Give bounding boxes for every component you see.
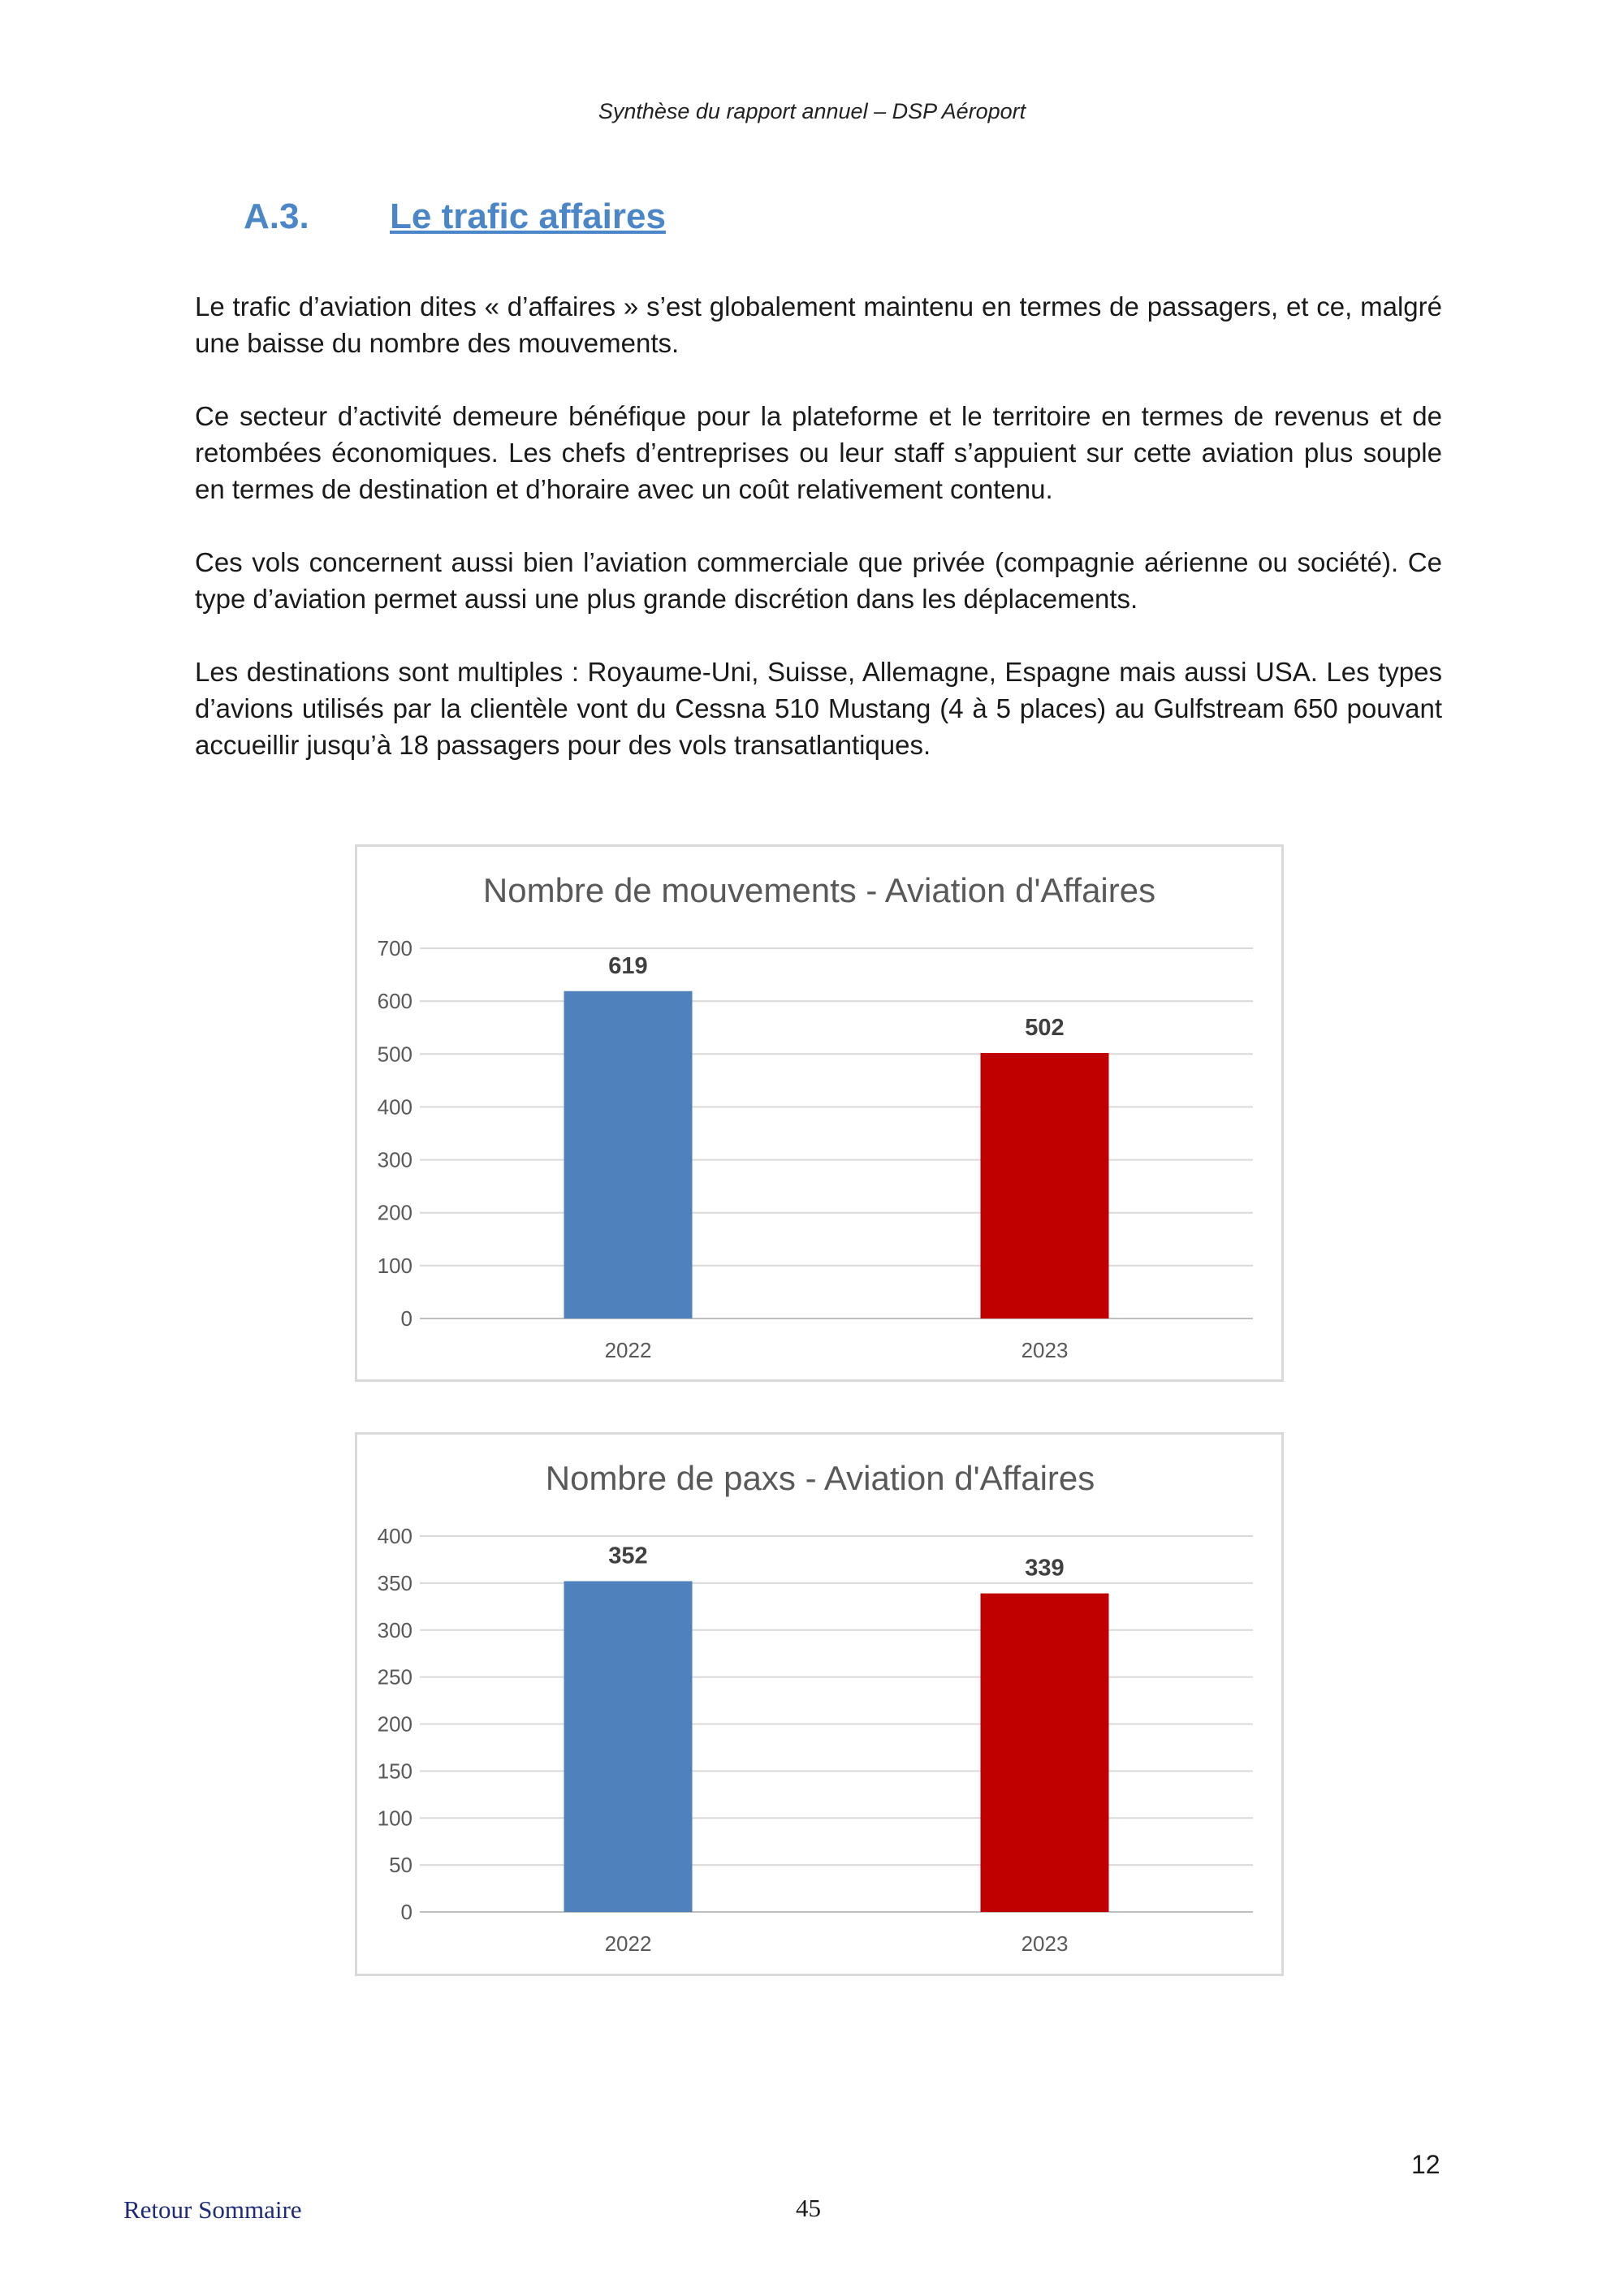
paragraph: Le trafic d’aviation dites « d’affaires » s’est globalement maintenu en termes de passagers, et ce, malgré une baisse du nombre des mouvements. <box>195 291 1442 358</box>
bar-2022 <box>564 1582 693 1912</box>
document-page-number: 45 <box>796 2194 821 2222</box>
data-label-2023: 502 <box>1025 1014 1065 1041</box>
paragraph: Ce secteur d’activité demeure bénéfique pour la plateforme et le territoire en termes de revenus et de retombées économiques. Les chefs d’entreprises ou leur staff s’appuient sur cette aviation plus souple en termes de destination et d’horaire avec un coût relativement contenu. <box>195 401 1442 504</box>
y-tick-label: 100 <box>377 1806 412 1831</box>
x-tick-label-2023: 2023 <box>1021 1338 1069 1362</box>
page-number: 12 <box>1411 2150 1440 2179</box>
back-to-summary-link[interactable]: Retour Sommaire <box>123 2195 302 2224</box>
bar-2023 <box>981 1594 1109 1912</box>
chart-title: Nombre de mouvements - Aviation d'Affaires <box>482 871 1156 909</box>
data-label-2023: 339 <box>1025 1555 1065 1582</box>
x-tick-label-2022: 2022 <box>604 1338 652 1362</box>
paragraph: Les destinations sont multiples : Royaume-Uni, Suisse, Allemagne, Espagne mais aussi USA. Les types d’avions utilisés par la clientèle vont du Cessna 510 Mustang (4 à 5 places) au Gulfstream 650 pouvant accueillir jusqu’à 18 passagers pour des vols transatlantiques. <box>195 657 1442 760</box>
y-tick-label: 200 <box>377 1711 412 1737</box>
x-tick-label-2022: 2022 <box>604 1931 652 1956</box>
y-tick-label: 100 <box>377 1253 412 1278</box>
y-tick-label: 250 <box>377 1664 412 1690</box>
movements-chart <box>355 844 1284 1382</box>
y-tick-label: 300 <box>377 1147 412 1172</box>
x-tick-label-2023: 2023 <box>1021 1931 1069 1956</box>
y-tick-label: 600 <box>377 989 412 1014</box>
bar-2023 <box>981 1053 1109 1318</box>
y-tick-label: 500 <box>377 1042 412 1067</box>
y-tick-label: 400 <box>377 1094 412 1120</box>
y-tick-label: 200 <box>377 1200 412 1225</box>
bar-2022 <box>564 991 693 1318</box>
movements-chart-svg <box>357 847 1281 1379</box>
y-tick-label: 350 <box>377 1570 412 1595</box>
data-label-2022: 619 <box>608 952 648 979</box>
running-header: Synthèse du rapport annuel – DSP Aéroport <box>598 99 1026 123</box>
section-heading <box>244 196 666 237</box>
section-title: Le trafic affaires <box>390 196 666 236</box>
y-tick-label: 400 <box>377 1524 412 1548</box>
passengers-chart <box>355 1432 1284 1976</box>
y-tick-label: 150 <box>377 1759 412 1784</box>
section-number: A.3. <box>244 196 309 236</box>
passengers-chart-svg <box>357 1435 1281 1974</box>
chart-title: Nombre de paxs - Aviation d'Affaires <box>545 1459 1095 1497</box>
y-tick-label: 300 <box>377 1617 412 1642</box>
data-label-2022: 352 <box>608 1543 648 1569</box>
y-tick-label: 0 <box>400 1900 412 1924</box>
y-tick-label: 50 <box>389 1853 412 1878</box>
y-tick-label: 700 <box>377 936 412 960</box>
body-text <box>195 288 1442 800</box>
paragraph: Ces vols concernent aussi bien l’aviation commerciale que privée (compagnie aérienne ou société). Ce type d’aviation permet aussi une plus grande discrétion dans les déplacements. <box>195 547 1442 614</box>
y-tick-label: 0 <box>400 1306 412 1331</box>
